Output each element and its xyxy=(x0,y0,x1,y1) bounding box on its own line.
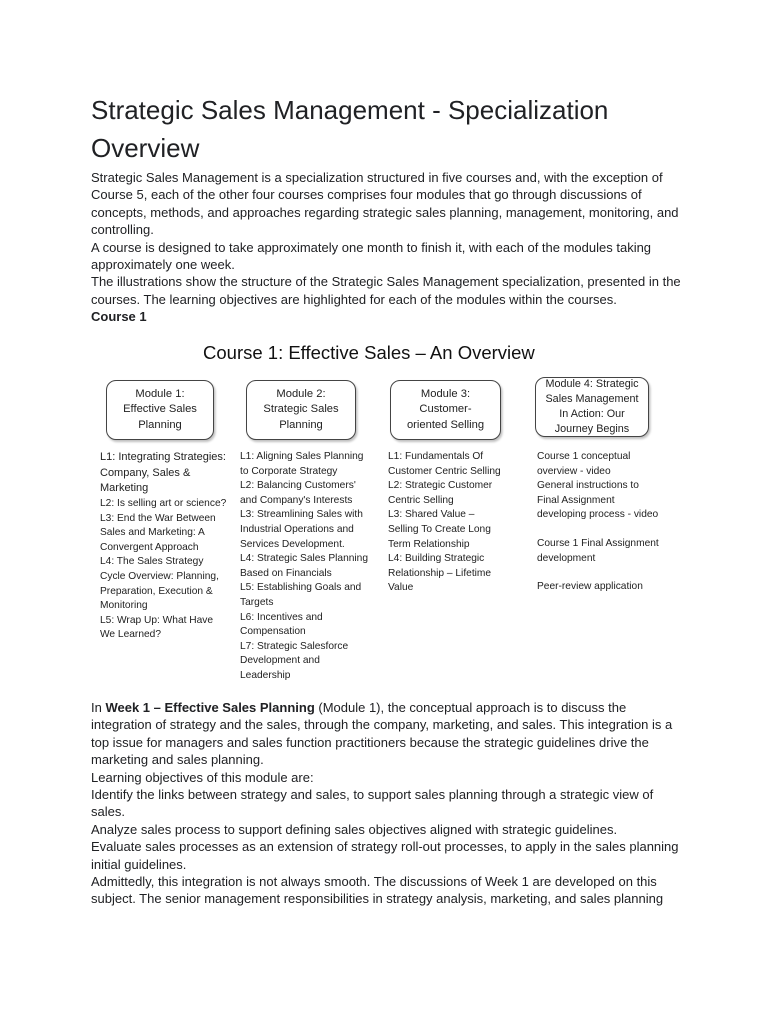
activity-item: Course 1 Final Assignment development xyxy=(537,537,659,564)
activity-item: Course 1 conceptual overview - video xyxy=(537,451,631,477)
module-4-box: Module 4: Strategic Sales Management In Action: Our Journey Begins xyxy=(535,377,649,437)
module-3-box: Module 3: Customer- oriented Selling xyxy=(390,380,501,440)
intro-paragraph: A course is designed to take approximately one month to finish it, with each of the modules taking approximately one week. xyxy=(91,239,652,273)
course-heading: Course 1 xyxy=(91,309,147,325)
lesson-item: L2: Strategic Customer Centric Selling xyxy=(388,480,493,506)
week1-text: (Module 1), the conceptual approach is to discuss the integration of strategy and the sales, through the company, marketing, and sales. This integration is a top issue for managers and sales function practitioners because the strategic guidelines drive the marketing and sales planning. xyxy=(91,700,673,768)
week1-paragraph xyxy=(91,699,681,769)
page-title: Strategic Sales Management - Specialization Overview xyxy=(91,95,609,163)
activity-item: Peer-review application xyxy=(537,581,643,593)
course-diagram xyxy=(96,338,676,698)
module-4-activities xyxy=(537,450,662,595)
lesson-item: L7: Strategic Salesforce Development and Leadership xyxy=(240,640,349,681)
spacer xyxy=(537,523,662,537)
body-paragraph: Admittedly, this integration is not always smooth. The discussions of Week 1 are developed on this subject. The senior management responsibilities in strategy analysis, marketing, and sales planning xyxy=(91,874,664,907)
lesson-item: L4: Strategic Sales Planning Based on Financials xyxy=(240,553,368,579)
spacer xyxy=(537,566,662,580)
lesson-item: L2: Balancing Customers' and Company's Interests xyxy=(240,480,356,506)
diagram-title: Course 1: Effective Sales – An Overview xyxy=(203,342,535,363)
lesson-item: L1: Integrating Strategies: Company, Sales & Marketing xyxy=(100,451,226,495)
intro-paragraph: Strategic Sales Management is a specialization structured in five courses and, with the exception of Course 5, each of the other four courses comprises four modules that go through discussions of concepts, methods, and approaches regarding strategic sales planning, management, monitoring, and controlling. xyxy=(91,170,679,238)
body-paragraph: Analyze sales process to support defining sales objectives aligned with strategic guidelines. xyxy=(91,821,618,837)
body-paragraph: Evaluate sales processes as an extension of strategy roll-out processes, to apply in the sales planning initial guidelines. xyxy=(91,839,679,872)
lesson-item: L4: Building Strategic Relationship – Lifetime Value xyxy=(388,553,492,594)
activity-item: General instructions to Final Assignment developing process - video xyxy=(537,480,659,521)
lesson-item: L5: Establishing Goals and Targets xyxy=(240,582,362,608)
lesson-item: L5: Wrap Up: What Have We Learned? xyxy=(100,614,214,641)
lesson-item: L3: End the War Between Sales and Marketing: A Convergent Approach xyxy=(100,512,216,553)
lesson-item: L6: Incentives and Compensation xyxy=(240,611,323,638)
lesson-item: L4: The Sales Strategy Cycle Overview: Planning, Preparation, Execution & Monitoring xyxy=(100,556,219,612)
module-2-box: Module 2: Strategic Sales Planning xyxy=(246,380,356,440)
module-2-lessons xyxy=(240,450,370,684)
module-1-lessons xyxy=(100,450,228,643)
week1-section xyxy=(91,699,681,908)
lesson-item: L1: Fundamentals Of Customer Centric Selling xyxy=(388,451,501,477)
intro-paragraph: The illustrations show the structure of the Strategic Sales Management specialization, presented in the courses. The learning objectives are highlighted for each of the modules within the courses. xyxy=(91,274,681,307)
week1-bold-title: Week 1 – Effective Sales Planning xyxy=(105,700,315,715)
intro-section xyxy=(91,169,681,326)
lesson-item: L3: Shared Value – Selling To Create Long Term Relationship xyxy=(388,509,491,550)
lesson-item: L1: Aligning Sales Planning to Corporate Strategy xyxy=(240,451,364,477)
module-1-box: Module 1: Effective Sales Planning xyxy=(106,380,214,440)
lesson-item: L3: Streamlining Sales with Industrial Operations and Services Development. xyxy=(240,509,363,550)
lesson-item: L2: Is selling art or science? xyxy=(100,498,227,510)
module-3-lessons xyxy=(388,450,506,596)
week1-prefix: In xyxy=(91,700,106,715)
body-paragraph: Identify the links between strategy and sales, to support sales planning through a strategic view of sales. xyxy=(91,787,654,820)
body-paragraph: Learning objectives of this module are: xyxy=(91,769,314,785)
